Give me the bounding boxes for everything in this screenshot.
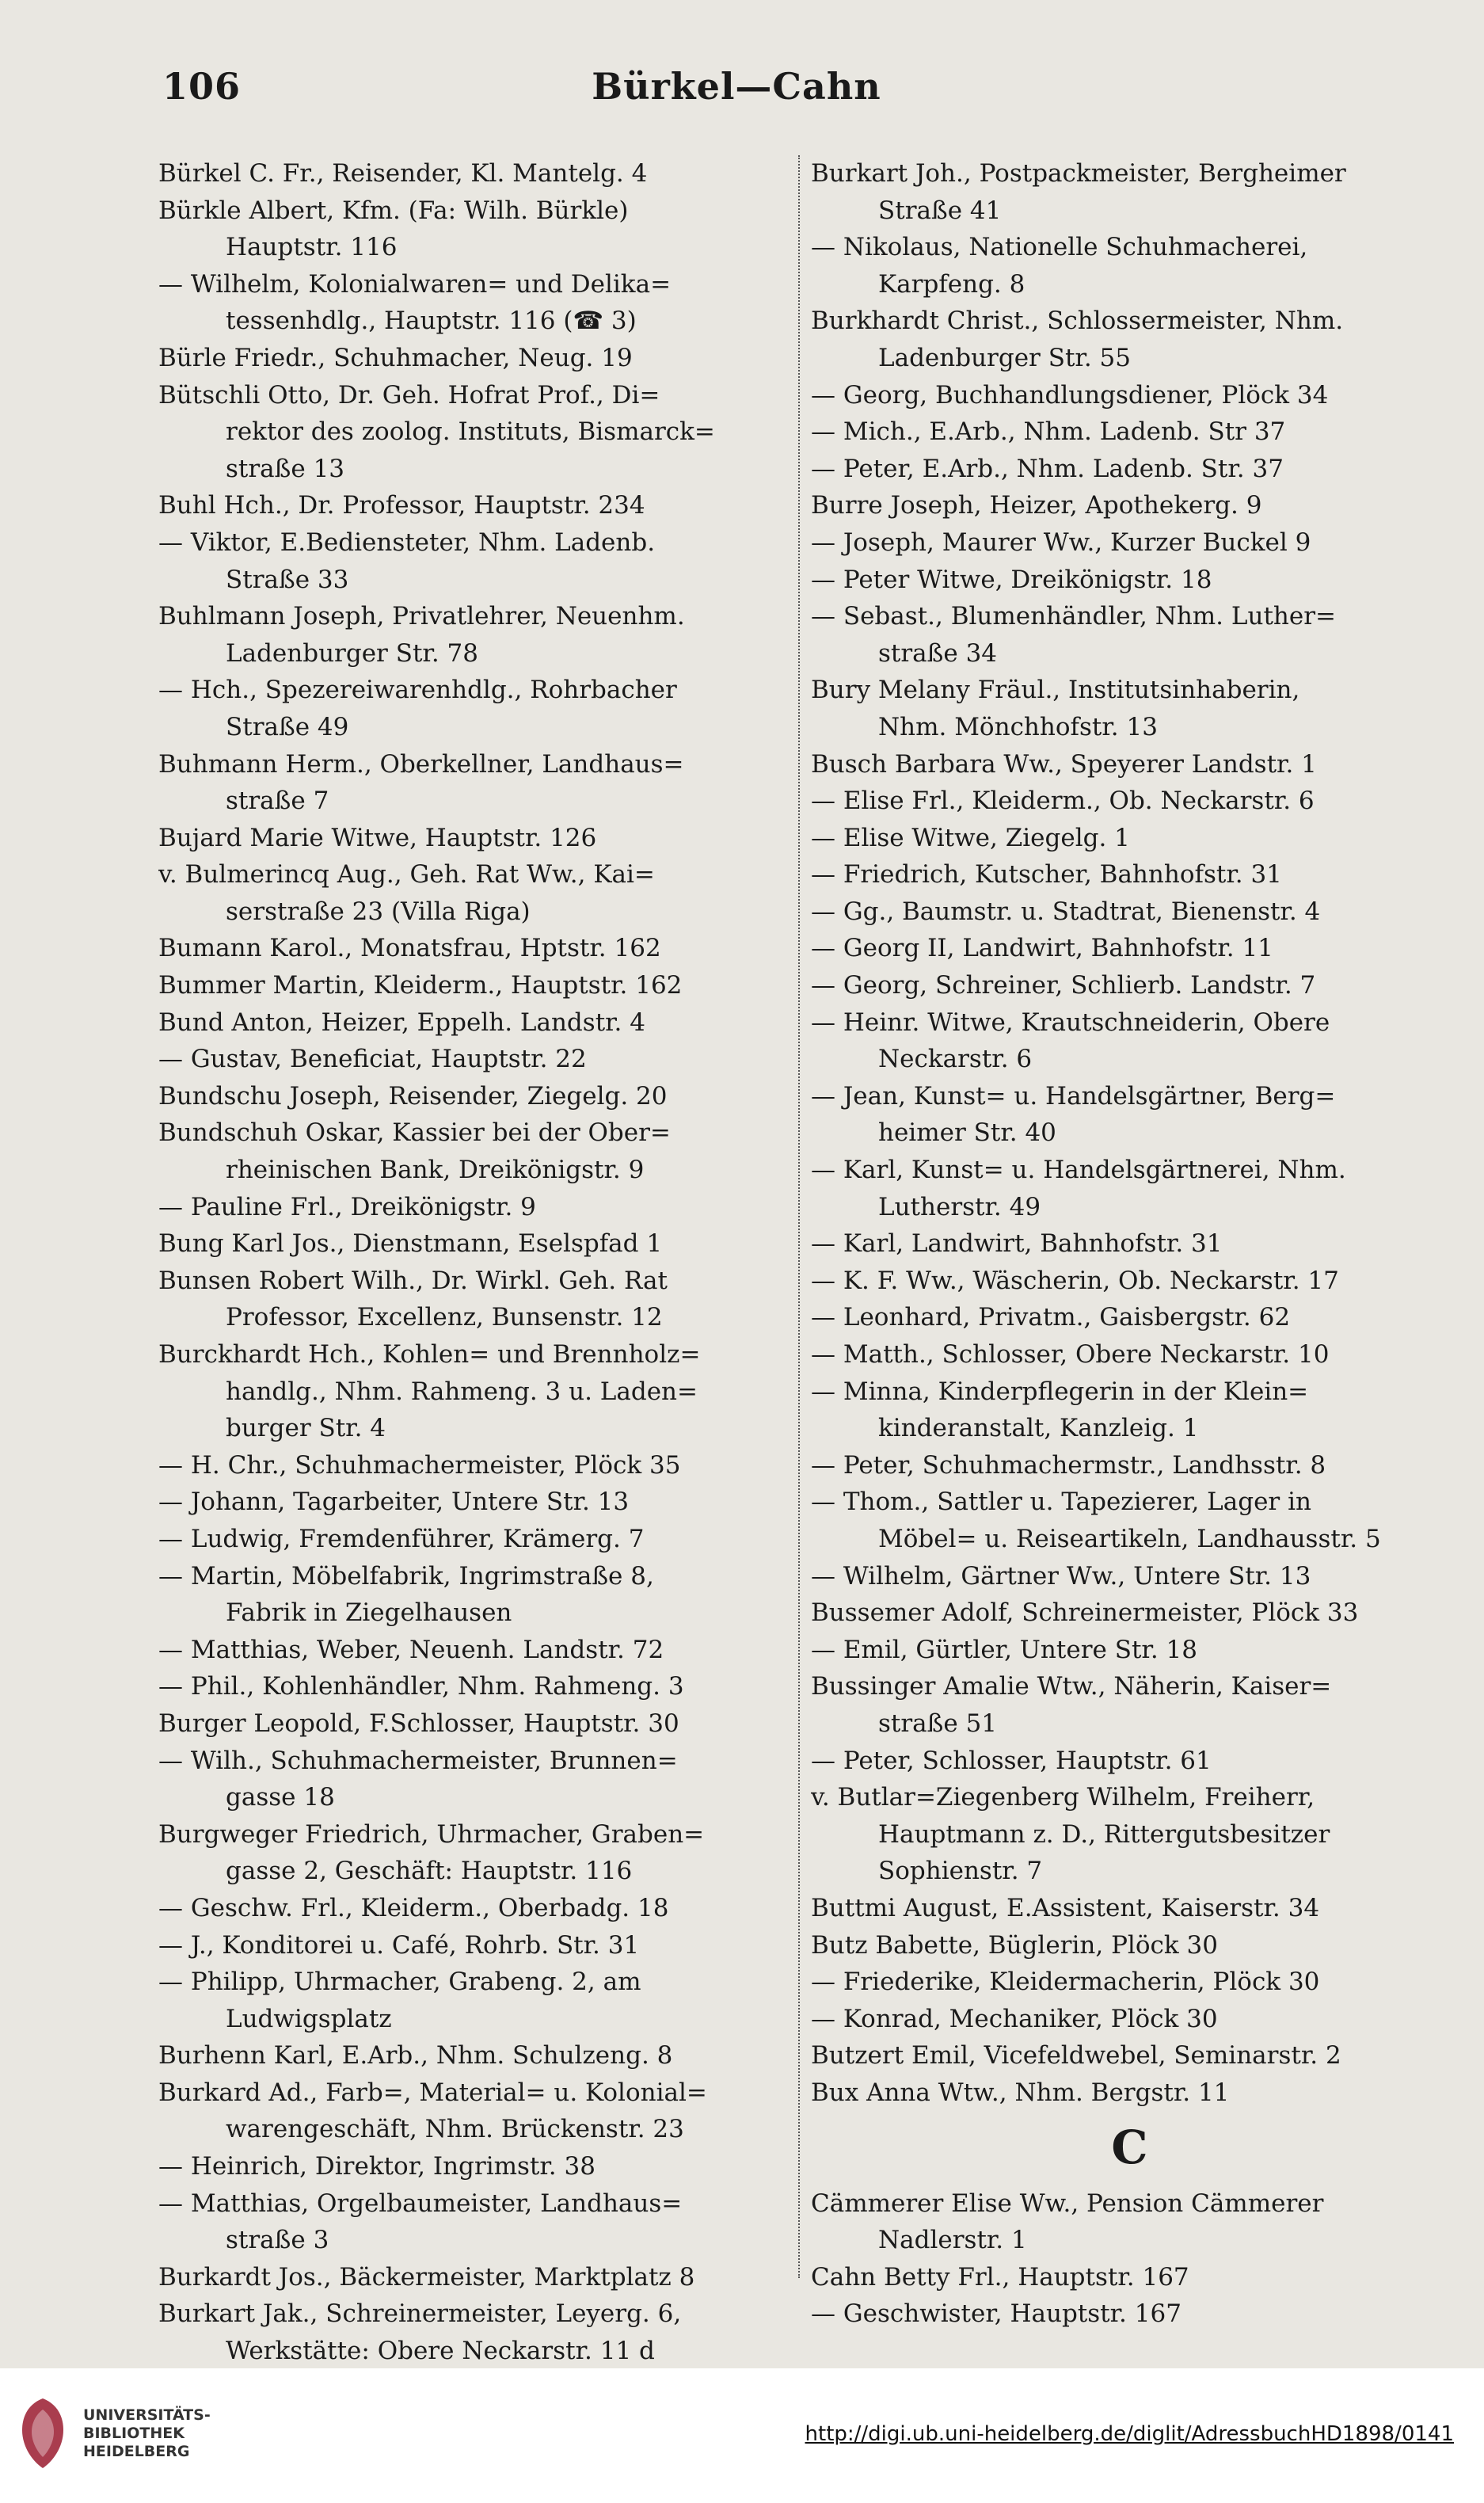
directory-entry-line: Cämmerer Elise Ww., Pension Cämmerer	[811, 2189, 1324, 2218]
directory-entry-line: Burre Joseph, Heizer, Apothekerg. 9	[811, 491, 1262, 520]
directory-entry-line: serstraße 23 (Villa Riga)	[226, 897, 531, 926]
directory-entry-line: gasse 18	[226, 1783, 335, 1812]
directory-entry-line: Bux Anna Wtw., Nhm. Bergstr. 11	[811, 2078, 1230, 2107]
directory-entry-line: — Peter, Schuhmachermstr., Landhsstr. 8	[811, 1450, 1326, 1480]
directory-entry-line: Karpfeng. 8	[878, 269, 1025, 299]
directory-entry-line: — Wilh., Schuhmachermeister, Brunnen=	[158, 1746, 678, 1775]
library-name-line: HEIDELBERG	[83, 2443, 190, 2460]
directory-entry-line: Buhmann Herm., Oberkellner, Landhaus=	[158, 749, 684, 779]
directory-entry-line: — Gg., Baumstr. u. Stadtrat, Bienenstr. 4	[811, 897, 1321, 926]
directory-entry-line: — Friederike, Kleidermacherin, Plöck 30	[811, 1968, 1320, 1997]
library-name	[83, 2406, 211, 2461]
directory-entry-line: — Hch., Spezereiwarenhdlg., Rohrbacher	[158, 676, 677, 705]
directory-entry-line: — Emil, Gürtler, Untere Str. 18	[811, 1635, 1197, 1664]
directory-entry-line: straße 34	[878, 638, 998, 668]
directory-entry-line: Burhenn Karl, E.Arb., Nhm. Schulzeng. 8	[158, 2041, 673, 2071]
directory-entry-line: Möbel= u. Reiseartikeln, Landhausstr. 5	[878, 1524, 1381, 1553]
directory-entry-line: Nadlerstr. 1	[878, 2226, 1027, 2255]
directory-entry-line: — Friedrich, Kutscher, Bahnhofstr. 31	[811, 860, 1282, 890]
directory-entry-line: — Phil., Kohlenhändler, Nhm. Rahmeng. 3	[158, 1672, 684, 1701]
directory-entry-line: Ludwigsplatz	[226, 2004, 392, 2033]
directory-entry-line: — Peter Witwe, Dreikönigstr. 18	[811, 565, 1212, 594]
directory-entry-line: Bunsen Robert Wilh., Dr. Wirkl. Geh. Rat	[158, 1266, 668, 1295]
directory-entry-line: — Philipp, Uhrmacher, Grabeng. 2, am	[158, 1968, 641, 1997]
directory-entry-line: rheinischen Bank, Dreikönigstr. 9	[226, 1156, 645, 1185]
directory-column-right	[811, 155, 1448, 2329]
directory-entry-line: Bundschu Joseph, Reisender, Ziegelg. 20	[158, 1081, 668, 1111]
directory-entry-line: Professor, Excellenz, Bunsenstr. 12	[226, 1303, 663, 1332]
directory-entry-line: Nhm. Mönchhofstr. 13	[878, 712, 1158, 741]
directory-entry-line: gasse 2, Geschäft: Hauptstr. 116	[226, 1857, 633, 1886]
directory-entry-line: Bussemer Adolf, Schreinermeister, Plöck 33	[811, 1598, 1359, 1628]
library-name-line: UNIVERSITÄTS-	[83, 2406, 211, 2424]
directory-entry-line: — Peter, E.Arb., Nhm. Ladenb. Str. 37	[811, 454, 1284, 483]
directory-entry-line: Buhlmann Joseph, Privatlehrer, Neuenhm.	[158, 602, 685, 631]
directory-entry-line: Hauptmann z. D., Rittergutsbesitzer	[878, 1819, 1330, 1849]
directory-entry-line: Straße 49	[226, 712, 349, 741]
directory-entry-line: — Thom., Sattler u. Tapezierer, Lager in	[811, 1488, 1311, 1517]
directory-entry-line: Cahn Betty Frl., Hauptstr. 167	[811, 2262, 1189, 2292]
directory-entry-line: — J., Konditorei u. Café, Rohrb. Str. 31	[158, 1930, 640, 1960]
directory-entry-line: Bung Karl Jos., Dienstmann, Eselspfad 1	[158, 1229, 663, 1259]
directory-entry-line: — Elise Witwe, Ziegelg. 1	[811, 823, 1130, 852]
directory-entry-line: Bussinger Amalie Wtw., Näherin, Kaiser=	[811, 1672, 1332, 1701]
directory-entry-line: Burger Leopold, F.Schlosser, Hauptstr. 30	[158, 1709, 679, 1738]
directory-entry-line: — K. F. Ww., Wäscherin, Ob. Neckarstr. 17	[811, 1266, 1339, 1295]
directory-entry-line: Burgweger Friedrich, Uhrmacher, Graben=	[158, 1819, 705, 1849]
directory-entry-line: — Gustav, Beneficiat, Hauptstr. 22	[158, 1045, 587, 1074]
directory-entry-line: Bütschli Otto, Dr. Geh. Hofrat Prof., Di=	[158, 380, 660, 410]
directory-entry-line: — Heinrich, Direktor, Ingrimstr. 38	[158, 2152, 596, 2181]
directory-entry-line: Lutherstr. 49	[878, 1192, 1041, 1221]
directory-entry-line: — H. Chr., Schuhmachermeister, Plöck 35	[158, 1450, 681, 1480]
directory-entry-line: — Wilhelm, Gärtner Ww., Untere Str. 13	[811, 1561, 1311, 1591]
directory-entry-line: burger Str. 4	[226, 1414, 386, 1443]
running-head: Bürkel—Cahn	[592, 65, 881, 108]
directory-entry-line: Burkart Joh., Postpackmeister, Bergheimer	[811, 159, 1346, 188]
directory-entry-line: Buhl Hch., Dr. Professor, Hauptstr. 234	[158, 491, 645, 520]
directory-entry-line: — Nikolaus, Nationelle Schuhmacherei,	[811, 233, 1308, 262]
directory-entry-line: handlg., Nhm. Rahmeng. 3 u. Laden=	[226, 1377, 698, 1406]
directory-entry-line: straße 3	[226, 2226, 329, 2255]
directory-entry-line: — Geschwister, Hauptstr. 167	[811, 2299, 1181, 2329]
section-letter: C	[1111, 2120, 1148, 2175]
directory-entry-line: Burckhardt Hch., Kohlen= und Brennholz=	[158, 1340, 701, 1369]
directory-entry-line: — Ludwig, Fremdenführer, Krämerg. 7	[158, 1524, 645, 1553]
directory-entry-line: — Martin, Möbelfabrik, Ingrimstraße 8,	[158, 1561, 654, 1591]
directory-entry-line: — Leonhard, Privatm., Gaisbergstr. 62	[811, 1303, 1291, 1332]
directory-entry-line: Bürkle Albert, Kfm. (Fa: Wilh. Bürkle)	[158, 196, 629, 225]
directory-entry-line: — Wilhelm, Kolonialwaren= und Delika=	[158, 269, 672, 299]
page-number: 106	[162, 65, 242, 108]
directory-entry-line: — Pauline Frl., Dreikönigstr. 9	[158, 1192, 536, 1221]
column-divider	[798, 155, 800, 2278]
directory-entry-line: Neckarstr. 6	[878, 1045, 1033, 1074]
directory-entry-line: Straße 41	[878, 196, 1002, 225]
directory-entry-line: warengeschäft, Nhm. Brückenstr. 23	[226, 2115, 684, 2144]
directory-entry-line: Burkardt Jos., Bäckermeister, Marktplatz 8	[158, 2262, 695, 2292]
directory-entry-line: Straße 33	[226, 565, 349, 594]
directory-entry-line: — Johann, Tagarbeiter, Untere Str. 13	[158, 1488, 630, 1517]
directory-entry-line: Buttmi August, E.Assistent, Kaiserstr. 34	[811, 1893, 1320, 1922]
directory-entry-line: Busch Barbara Ww., Speyerer Landstr. 1	[811, 749, 1317, 779]
directory-entry-line: straße 51	[878, 1709, 998, 1738]
directory-entry-line: — Sebast., Blumenhändler, Nhm. Luther=	[811, 602, 1337, 631]
directory-entry-line: — Georg II, Landwirt, Bahnhofstr. 11	[811, 934, 1273, 963]
directory-entry-line: v. Bulmerincq Aug., Geh. Rat Ww., Kai=	[158, 860, 655, 890]
viewer-footer	[0, 2368, 1484, 2503]
directory-entry-line: Burkhardt Christ., Schlossermeister, Nhm.	[811, 307, 1344, 336]
directory-entry-line: — Matthias, Weber, Neuenh. Landstr. 72	[158, 1635, 664, 1664]
directory-entry-line: straße 7	[226, 787, 329, 816]
directory-entry-line: — Karl, Kunst= u. Handelsgärtnerei, Nhm.	[811, 1156, 1346, 1185]
directory-entry-line: — Peter, Schlosser, Hauptstr. 61	[811, 1746, 1212, 1775]
directory-entry-line: — Viktor, E.Bediensteter, Nhm. Ladenb.	[158, 528, 656, 557]
directory-entry-line: — Georg, Buchhandlungsdiener, Plöck 34	[811, 380, 1329, 410]
directory-entry-line: — Joseph, Maurer Ww., Kurzer Buckel 9	[811, 528, 1311, 557]
directory-entry-line: — Geschw. Frl., Kleiderm., Oberbadg. 18	[158, 1893, 669, 1922]
directory-entry-line: — Georg, Schreiner, Schlierb. Landstr. 7	[811, 971, 1316, 1000]
source-url-link[interactable]: http://digi.ub.uni-heidelberg.de/diglit/AdressbuchHD1898/0141	[805, 2422, 1454, 2446]
directory-entry-line: Bumann Karol., Monatsfrau, Hptstr. 162	[158, 934, 661, 963]
directory-entry-line: kinderanstalt, Kanzleig. 1	[878, 1414, 1199, 1443]
directory-entry-line: Ladenburger Str. 78	[226, 638, 478, 668]
directory-entry-line: — Heinr. Witwe, Krautschneiderin, Obere	[811, 1008, 1330, 1037]
directory-entry-line: Sophienstr. 7	[878, 1857, 1043, 1886]
directory-entry-line: Bund Anton, Heizer, Eppelh. Landstr. 4	[158, 1008, 645, 1037]
directory-entry-line: v. Butlar=Ziegenberg Wilhelm, Freiherr,	[811, 1783, 1315, 1812]
directory-entry-line: tessenhdlg., Hauptstr. 116 (☎ 3)	[226, 307, 637, 336]
directory-entry-line: Fabrik in Ziegelhausen	[226, 1598, 512, 1628]
directory-entry-line: Butzert Emil, Vicefeldwebel, Seminarstr. 2	[811, 2041, 1341, 2071]
directory-entry-line: Hauptstr. 116	[226, 233, 398, 262]
directory-entry-line: rektor des zoolog. Instituts, Bismarck=	[226, 417, 715, 447]
directory-entry-line: Bundschuh Oskar, Kassier bei der Ober=	[158, 1118, 671, 1148]
directory-entry-line: Burkart Jak., Schreinermeister, Leyerg. 6,	[158, 2299, 682, 2329]
directory-entry-line: heimer Str. 40	[878, 1118, 1056, 1148]
directory-entry-line: — Minna, Kinderpflegerin in der Klein=	[811, 1377, 1309, 1406]
directory-entry-line: Ladenburger Str. 55	[878, 343, 1131, 372]
directory-entry-line: straße 13	[226, 454, 345, 483]
directory-entry-line: Bury Melany Fräul., Institutsinhaberin,	[811, 676, 1300, 705]
directory-entry-line: — Elise Frl., Kleiderm., Ob. Neckarstr. 6	[811, 787, 1315, 816]
library-name-line: BIBLIOTHEK	[83, 2425, 185, 2442]
directory-entry-line: Bürkel C. Fr., Reisender, Kl. Mantelg. 4	[158, 159, 648, 188]
directory-entry-line: — Mich., E.Arb., Nhm. Ladenb. Str 37	[811, 417, 1286, 447]
directory-entry-line: Bürle Friedr., Schuhmacher, Neug. 19	[158, 343, 633, 372]
directory-column-left	[158, 155, 792, 2366]
directory-entry-line: Werkstätte: Obere Neckarstr. 11 d	[226, 2337, 655, 2366]
directory-entry-line: — Jean, Kunst= u. Handelsgärtner, Berg=	[811, 1081, 1336, 1111]
university-seal-icon	[14, 2395, 71, 2471]
directory-entry-line: Bummer Martin, Kleiderm., Hauptstr. 162	[158, 971, 683, 1000]
page-header	[162, 62, 1311, 125]
directory-entry-line: Butz Babette, Büglerin, Plöck 30	[811, 1930, 1218, 1960]
directory-entry-line: — Karl, Landwirt, Bahnhofstr. 31	[811, 1229, 1223, 1259]
directory-entry-line: Bujard Marie Witwe, Hauptstr. 126	[158, 823, 597, 852]
directory-entry-line: — Matth., Schlosser, Obere Neckarstr. 10	[811, 1340, 1330, 1369]
directory-entry-line: — Konrad, Mechaniker, Plöck 30	[811, 2004, 1218, 2033]
directory-entry-line: Burkard Ad., Farb=, Material= u. Kolonial=	[158, 2078, 707, 2107]
directory-entry-line: — Matthias, Orgelbaumeister, Landhaus=	[158, 2189, 683, 2218]
